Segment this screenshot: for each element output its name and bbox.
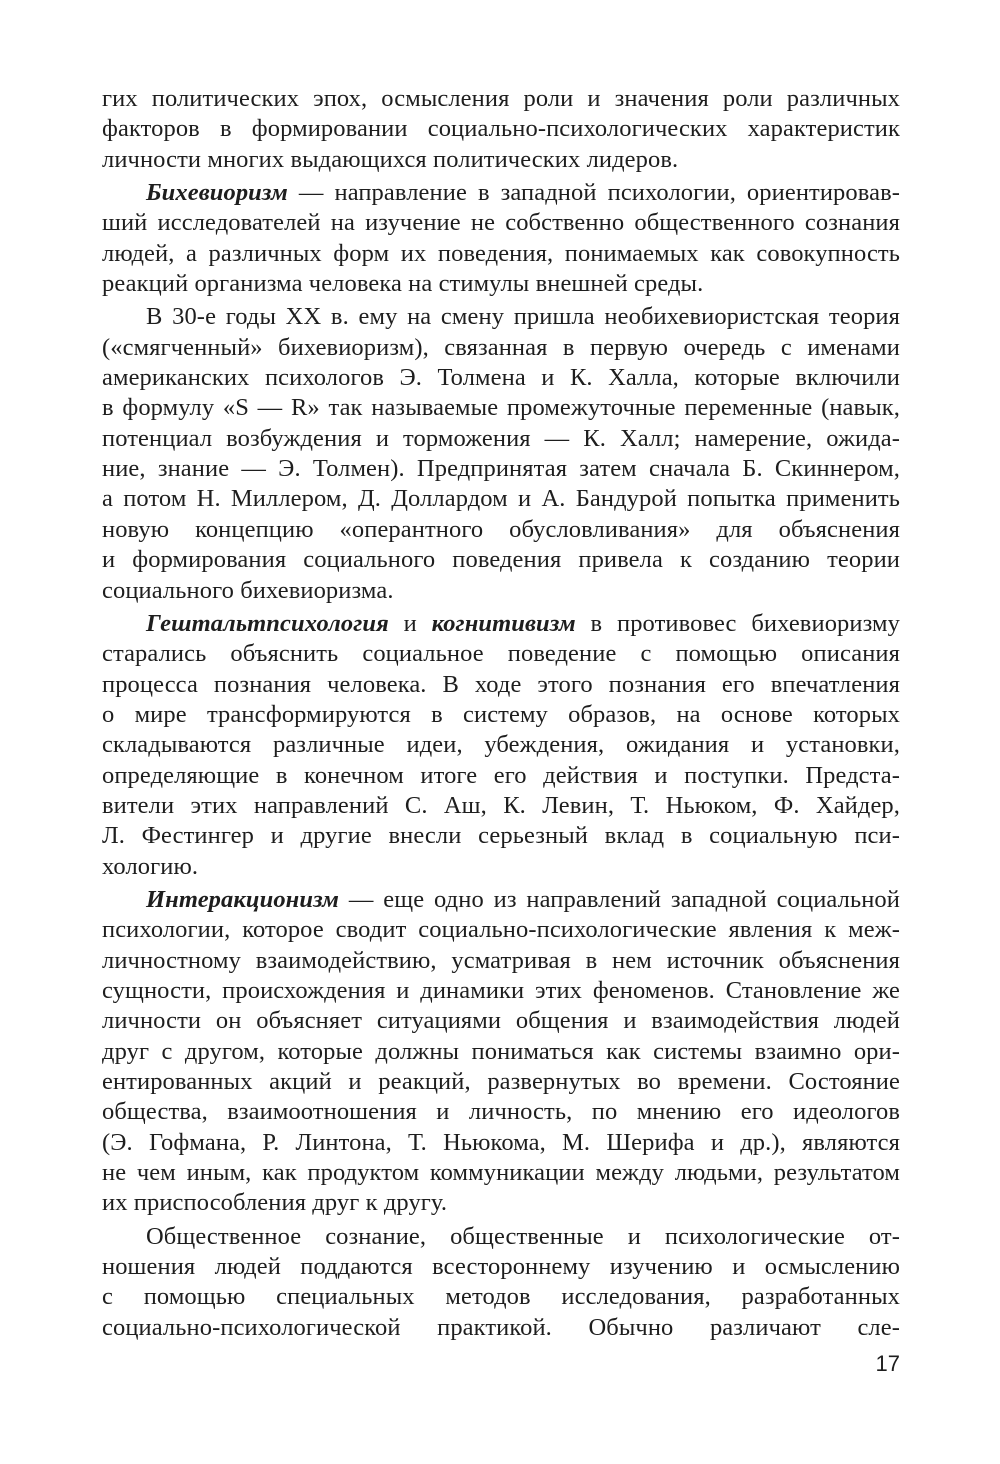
text-line [102,1252,900,1282]
text-line [102,791,900,821]
line-text: в противовес бихевиоризму [575,609,900,637]
line-text: их приспособления друг к другу. [102,1189,448,1217]
page-number: 17 [875,1351,900,1376]
text-line [102,761,900,791]
line-text: новую концепцию «оперантного обусловливания» для объяснения [102,515,900,543]
line-text: потенциал возбуждения и торможения — К. Халл; намерение, ожида- [102,424,900,452]
paragraph [102,302,900,605]
line-text: ентированных акций и реакций, развернутых во времени. Состояние [102,1068,900,1095]
text-line [102,1188,900,1218]
text-line [102,1128,900,1158]
line-text: и [388,609,432,637]
text-line [102,424,900,454]
line-text: с помощью специальных методов исследования, разработанных [102,1283,900,1311]
line-text: социального бихевиоризма. [102,576,394,604]
line-text: в формулу «S — R» так называемые промежуточные переменные (навык, [102,394,900,422]
line-text: не чем иным, как продуктом коммуникации между людьми, результатом [102,1159,900,1187]
line-text: личности он объясняет ситуациями общения и взаимодействия людей [102,1007,900,1035]
line-text: американских психологов Э. Толмена и К. Халла, которые включили [102,364,900,392]
text-line [102,976,900,1006]
paragraph [102,885,900,1219]
line-text: Общественное сознание, общественные и психологические от- [146,1222,900,1250]
line-text: ние, знание — Э. Толмен). Предпринятая затем сначала Б. Скиннером, [102,455,900,483]
line-text: определяющие в конечном итоге его действия и поступки. Предста- [102,761,900,789]
text-line [102,730,900,760]
text-line [102,700,900,730]
line-text: ношения людей поддаются всестороннему изучению и осмыслению [102,1253,900,1281]
text-line [102,915,900,945]
paragraph [102,178,900,299]
text-line [102,84,900,114]
text-line [102,852,900,882]
paragraph [102,609,900,882]
line-text: и формирования социального поведения привела к созданию теории [102,546,900,574]
page-body [102,84,900,1343]
text-line [102,821,900,851]
term-heading: Гештальтпсихология [146,609,389,637]
text-line [102,1158,900,1188]
term-heading: Интеракционизм [146,885,340,913]
text-line [102,208,900,238]
term-heading: Бихевиоризм [146,179,288,207]
paragraph [102,1222,900,1343]
text-line [102,239,900,269]
text-line [102,1313,900,1343]
line-text: людей, а различных форм их поведения, понимаемых как совокупность [102,239,900,267]
line-text: Л. Фестингер и другие внесли серьезный вклад в социальную пси- [102,822,900,850]
line-text: факторов в формировании социально-психологических характеристик [102,115,900,143]
text-line [102,885,900,915]
line-text: ший исследователей на изучение не собственно общественного сознания [102,209,900,237]
line-text: («смягченный» бихевиоризм), связанная в первую очередь с именами [102,333,900,361]
text-line [102,1222,900,1252]
text-line [102,1067,900,1097]
line-text: общества, взаимоотношения и личность, по мнению его идеологов [102,1098,900,1126]
text-line [102,670,900,700]
text-line [102,454,900,484]
line-text: сущности, происхождения и динамики этих феноменов. Становление же [102,976,900,1004]
paragraph [102,84,900,175]
line-text: (Э. Гофмана, Р. Линтона, Т. Ньюкома, М. Шерифа и др.), являются [102,1128,900,1156]
line-text: вители этих направлений С. Аш, К. Левин, Т. Ньюком, Ф. Хайдер, [102,791,900,819]
line-text: старались объяснить социальное поведение с помощью описания [102,640,900,668]
text-line [102,363,900,393]
text-line [102,484,900,514]
text-line [102,545,900,575]
text-line [102,393,900,423]
line-text: В 30-е годы XX в. ему на смену пришла необихевиористская теория [146,303,900,331]
text-line [102,1006,900,1036]
line-text: реакций организма человека на стимулы внешней среды. [102,270,704,298]
line-text: хологию. [102,852,199,880]
line-text: — еще одно из направлений западной социальной [339,885,900,913]
line-text: социально-психологической практикой. Обычно различают сле- [102,1313,900,1341]
text-line [102,178,900,208]
line-text: о мире трансформируются в систему образов, на основе которых [102,700,900,728]
line-text: складываются различные идеи, убеждения, ожидания и установки, [102,731,900,759]
text-line [102,609,900,639]
line-text: — направление в западной психологии, ориентировав- [287,179,900,207]
text-line [102,515,900,545]
line-text: друг с другом, которые должны пониматься как системы взаимно ори- [102,1037,900,1065]
line-text: личности многих выдающихся политических лидеров. [102,145,679,173]
text-line [102,302,900,332]
text-line [102,946,900,976]
text-line [102,1037,900,1067]
line-text: личностному взаимодействию, усматривая в нем источник объяснения [102,946,900,974]
text-line [102,576,900,606]
line-text: а потом Н. Миллером, Д. Доллардом и А. Бандурой попытка применить [102,485,900,513]
line-text: психологии, которое сводит социально-психологические явления к меж- [102,916,900,944]
text-line [102,269,900,299]
text-line [102,1097,900,1127]
text-line [102,333,900,363]
text-line [102,1282,900,1312]
text-line [102,639,900,669]
text-line [102,145,900,175]
text-line [102,114,900,144]
line-text: гих политических эпох, осмысления роли и значения роли различных [102,85,900,112]
term-heading: когнитивизм [431,609,576,637]
line-text: процесса познания человека. В ходе этого познания его впечатления [102,670,900,698]
